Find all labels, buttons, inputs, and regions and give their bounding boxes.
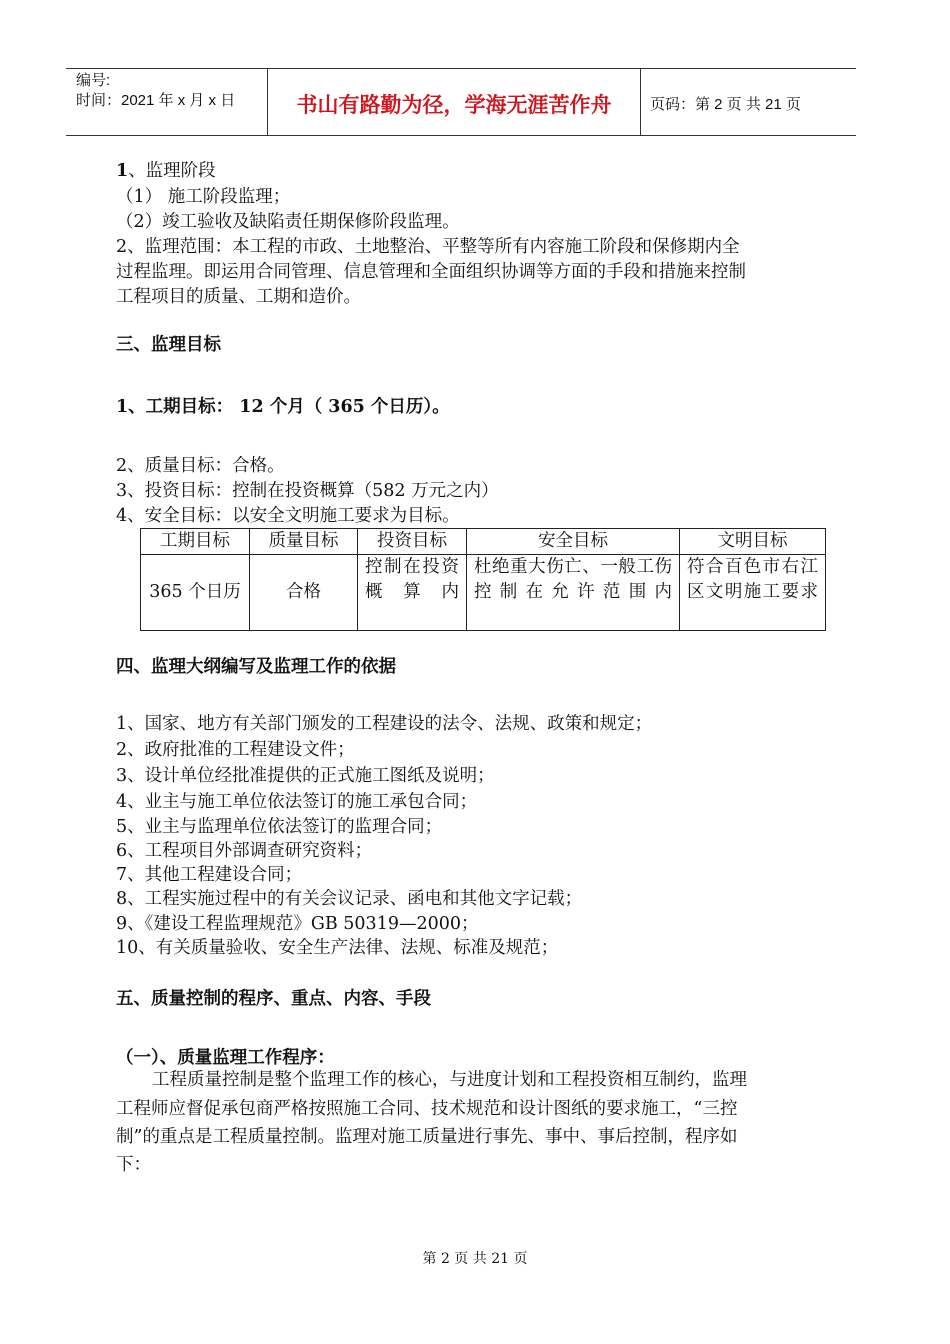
header-meta xyxy=(76,71,235,111)
basis-item: 7、其他工程建设合同； xyxy=(116,865,303,885)
basis-item: 9、《建设工程监理规范》GB 50319—2000； xyxy=(116,914,479,934)
goals-table xyxy=(140,528,826,631)
goal-safety: 4、安全目标：以安全文明施工要求为目标。 xyxy=(116,506,460,526)
header-bottom-rule xyxy=(66,135,856,136)
basis-item: 3、设计单位经批准提供的正式施工图纸及说明； xyxy=(116,766,495,786)
table-cell: 杜绝重大伤亡、一般工伤控制在允许范围内 xyxy=(467,555,680,631)
stage-item-2: （2）竣工验收及缺陷责任期保修阶段监理。 xyxy=(116,212,460,232)
body-paragraph-line-2: 工程师应督促承包商严格按照施工合同、技术规范和设计图纸的要求施工，“三控 xyxy=(116,1099,738,1119)
stage-title-text: 、监理阶段 xyxy=(128,161,216,181)
section-4-heading: 四、监理大纲编写及监理工作的依据 xyxy=(116,657,396,677)
stage-title-number: 1 xyxy=(116,161,129,181)
scope-line-3: 工程项目的质量、工期和造价。 xyxy=(116,287,361,307)
table-cell: 365 个日历 xyxy=(141,555,250,631)
goal-investment: 3、投资目标：控制在投资概算（582 万元之内） xyxy=(116,481,499,501)
section-5-subheading: （一）、质量监理工作程序： xyxy=(116,1048,335,1068)
header-top-rule xyxy=(66,68,856,69)
header-motto: 书山有路勤为径，学海无涯苦作舟 xyxy=(296,93,612,117)
basis-item: 10、有关质量验收、安全生产法律、法规、标准及规范； xyxy=(116,938,559,958)
goal-quality: 2、质量目标：合格。 xyxy=(116,456,285,476)
header-divider-2 xyxy=(640,69,641,136)
table-header-cell: 文明目标 xyxy=(680,529,826,555)
body-paragraph-line-3: 制”的重点是工程质量控制。监理对施工质量进行事先、事中、事后控制，程序如 xyxy=(116,1127,738,1147)
body-paragraph-line-4: 下： xyxy=(116,1155,151,1175)
basis-item: 1、国家、地方有关部门颁发的工程建设的法令、法规、政策和规定； xyxy=(116,714,653,734)
page-footer: 第 2 页 共 21 页 xyxy=(422,1251,528,1267)
basis-item: 6、工程项目外部调查研究资料； xyxy=(116,841,373,861)
table-cell: 合格 xyxy=(250,555,358,631)
section-3-heading: 三、监理目标 xyxy=(116,335,221,355)
goal-schedule: 1、工期目标： 12 个月（ 365 个日历）。 xyxy=(116,397,450,417)
stage-item-1: （1） 施工阶段监理； xyxy=(116,187,291,207)
section-5-heading: 五、质量控制的程序、重点、内容、手段 xyxy=(116,989,431,1009)
basis-item: 5、业主与监理单位依法签订的监理合同； xyxy=(116,817,443,837)
scope-line-1: 2、监理范围：本工程的市政、土地整治、平整等所有内容施工阶段和保修期内全 xyxy=(116,237,740,257)
body-paragraph-line-1: 工程质量控制是整个监理工作的核心，与进度计划和工程投资相互制约，监理 xyxy=(152,1070,747,1090)
table-cell: 符合百色市右江区文明施工要求 xyxy=(680,555,826,631)
table-header-row xyxy=(141,529,826,555)
document-time-label: 时间：2021 年 x 月 x 日 xyxy=(76,92,236,109)
table-row xyxy=(141,555,826,631)
stage-title xyxy=(116,158,216,184)
table-header-cell: 质量目标 xyxy=(250,529,358,555)
table-header-cell: 安全目标 xyxy=(467,529,680,555)
basis-item: 8、工程实施过程中的有关会议记录、函电和其他文字记载； xyxy=(116,889,583,909)
basis-item: 4、业主与施工单位依法签订的施工承包合同； xyxy=(116,792,478,812)
scope-line-2: 过程监理。即运用合同管理、信息管理和全面组织协调等方面的手段和措施来控制 xyxy=(116,262,746,282)
table-cell: 控制在投资概算内 xyxy=(358,555,467,631)
table-header-cell: 工期目标 xyxy=(141,529,250,555)
document-number-label: 编号: xyxy=(76,72,111,89)
basis-item: 2、政府批准的工程建设文件； xyxy=(116,740,355,760)
header-page-number: 页码：第 2 页 共 21 页 xyxy=(650,96,801,113)
table-header-cell: 投资目标 xyxy=(358,529,467,555)
